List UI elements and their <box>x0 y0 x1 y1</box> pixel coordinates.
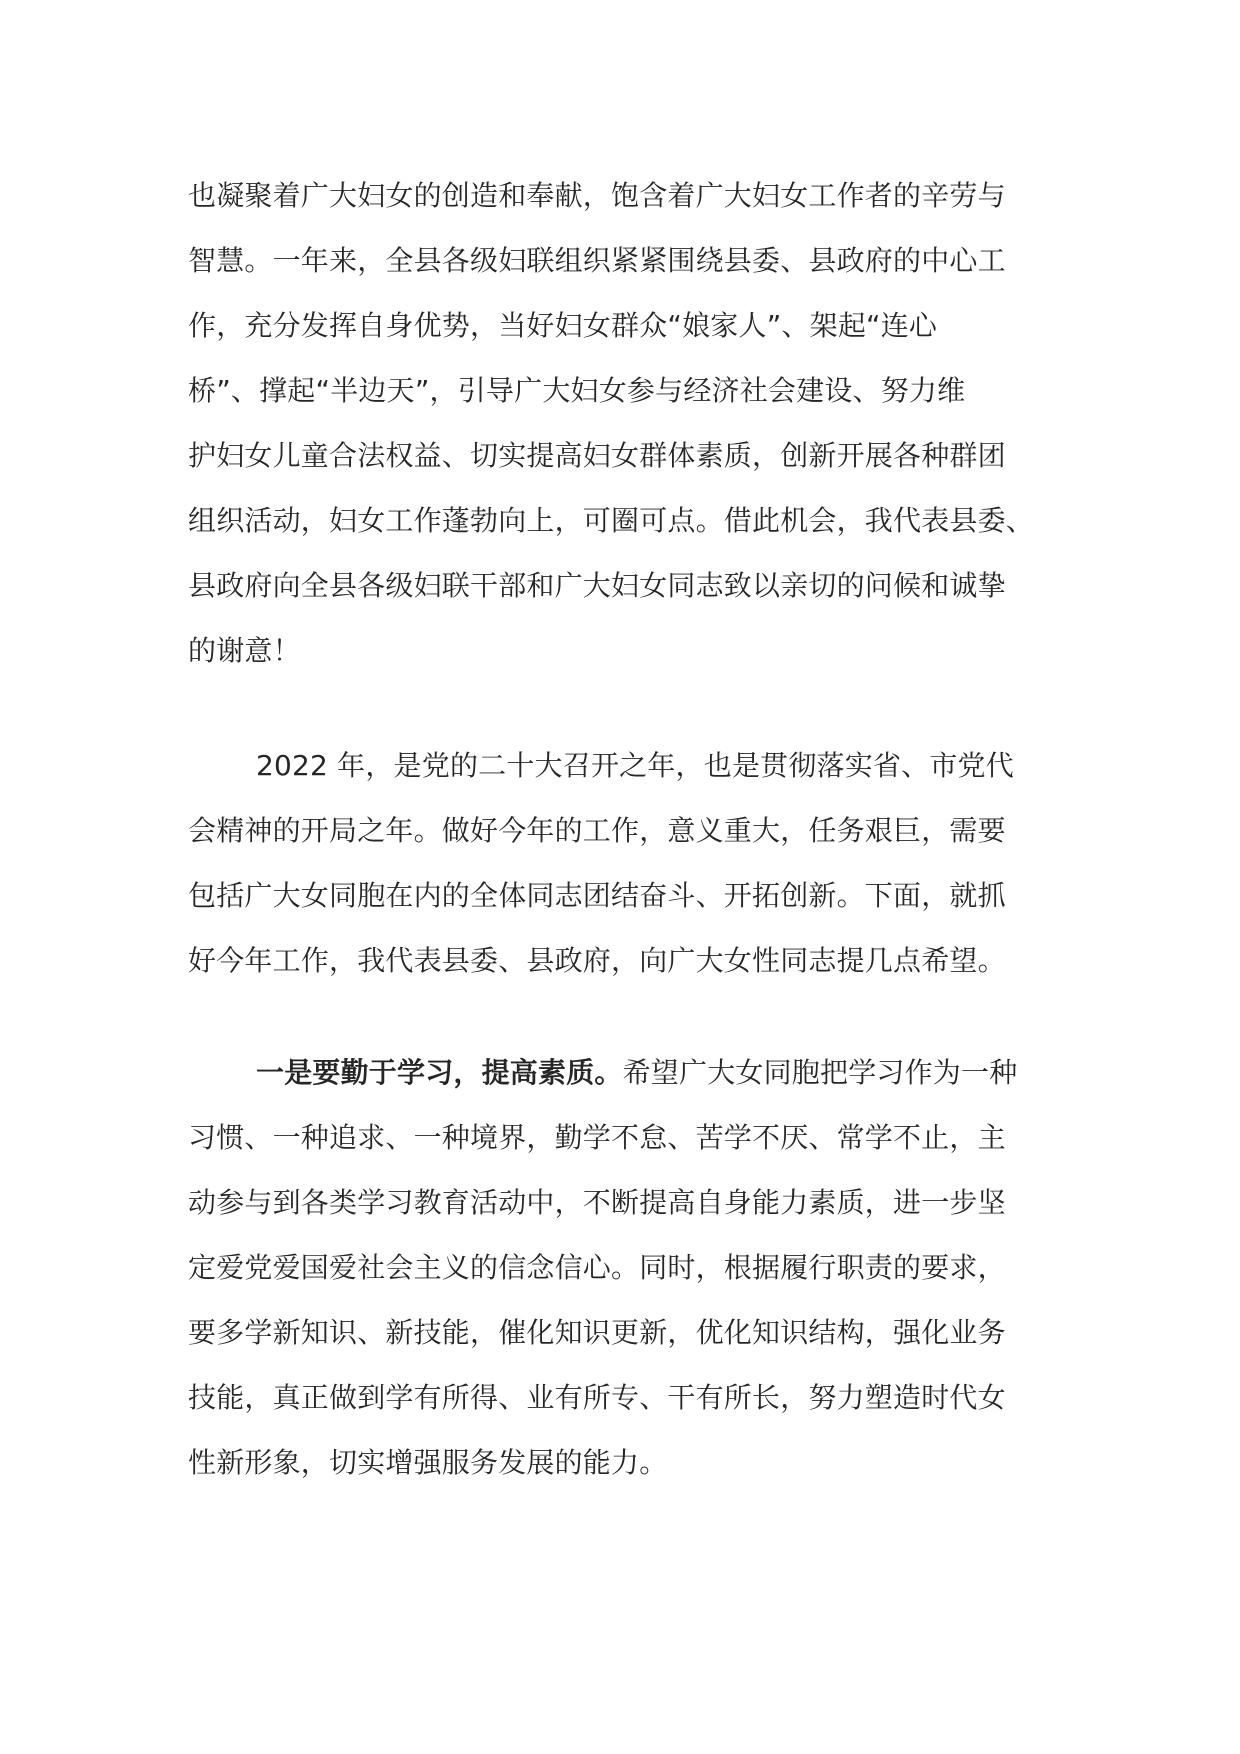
paragraph-study-hope <box>188 1040 1017 1495</box>
text-line <box>188 1040 1017 1105</box>
text-line: 组织活动，妇女工作蓬勃向上，可圈可点。借此机会，我代表县委、 <box>188 504 1035 537</box>
text-line: 桥”、撑起“半边天”，引导广大妇女参与经济社会建设、努力维 <box>188 374 966 407</box>
text-line: 智慧。一年来，全县各级妇联组织紧紧围绕县委、县政府的中心工 <box>188 244 1006 277</box>
section-heading: 一是要勤于学习，提高素质。 <box>256 1056 623 1089</box>
text-line: 好今年工作，我代表县委、县政府，向广大女性同志提几点希望。 <box>188 944 1006 977</box>
text-line: 动参与到各类学习教育活动中，不断提高自身能力素质，进一步坚 <box>188 1186 1006 1219</box>
paragraph-women-contribution <box>188 163 1034 683</box>
text-line: 技能，真正做到学有所得、业有所专、干有所长，努力塑造时代女 <box>188 1381 1006 1414</box>
text-line: 包括广大女同胞在内的全体同志团结奋斗、开拓创新。下面，就抓 <box>188 879 1006 912</box>
text-line: 要多学新知识、新技能，催化知识更新，优化知识结构，强化业务 <box>188 1316 1006 1349</box>
text-line: 也凝聚着广大妇女的创造和奉献，饱含着广大妇女工作者的辛劳与 <box>188 179 1006 212</box>
text-line: 护妇女儿童合法权益、切实提高妇女群体素质，创新开展各种群团 <box>188 439 1006 472</box>
text-line: 习惯、一种追求、一种境界，勤学不怠、苦学不厌、常学不止，主 <box>188 1121 1006 1154</box>
text-line: 定爱党爱国爱社会主义的信念信心。同时，根据履行职责的要求， <box>188 1251 1006 1284</box>
text-line: 性新形象，切实增强服务发展的能力。 <box>188 1446 668 1479</box>
paragraph-2022-outlook <box>188 733 1014 993</box>
text-line: 的谢意！ <box>188 634 301 667</box>
text-line: 2022 年，是党的二十大召开之年，也是贯彻落实省、市党代 <box>256 749 1014 782</box>
text-line: 会精神的开局之年。做好今年的工作，意义重大，任务艰巨，需要 <box>188 814 1006 847</box>
text-line: 县政府向全县各级妇联干部和广大妇女同志致以亲切的问候和诚挚 <box>188 569 1006 602</box>
text-line: 作，充分发挥自身优势，当好妇女群众“娘家人”、架起“连心 <box>188 309 938 342</box>
heading-followup-text: 希望广大女同胞把学习作为一种 <box>622 1056 1018 1089</box>
